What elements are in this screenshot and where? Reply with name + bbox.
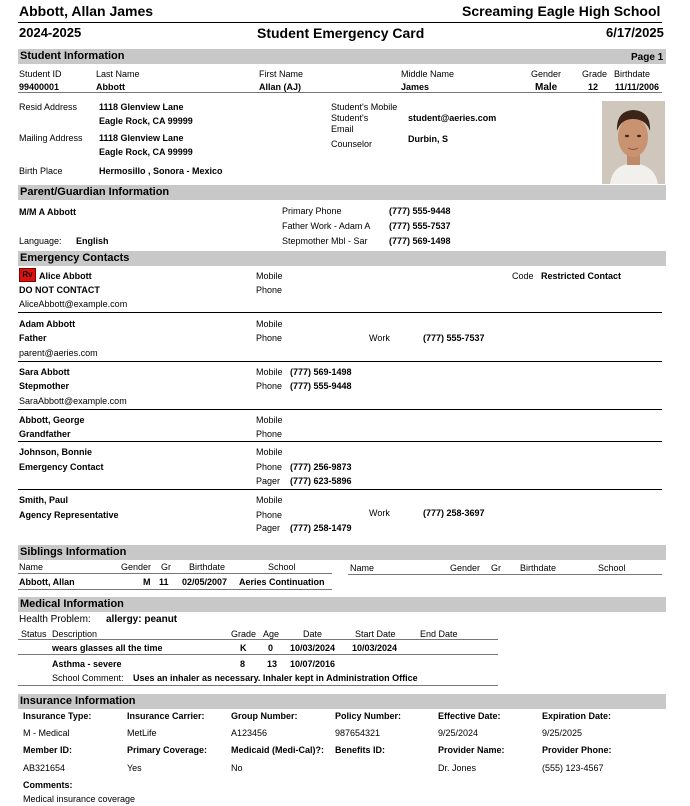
contact-1-code-label: Code xyxy=(512,271,534,281)
medical-row-2-age: 13 xyxy=(267,659,278,669)
siblings-header: Siblings Information xyxy=(18,545,666,560)
contact-3-relationship: Stepmother xyxy=(19,381,70,391)
parent-phone-label-1: Primary Phone xyxy=(282,206,342,216)
medical-row-1-grade: K xyxy=(240,643,247,653)
provider-name-label: Provider Name: xyxy=(438,745,505,755)
birth-place: Hermosillo , Sonora - Mexico xyxy=(99,166,223,176)
contact-5-pager-label: Pager xyxy=(256,476,281,486)
member-id: AB321654 xyxy=(23,763,66,773)
effective-date-label: Effective Date: xyxy=(438,711,501,721)
medical-row-1-date: 10/03/2024 xyxy=(290,643,336,653)
contact-1-code: Restricted Contact xyxy=(541,271,622,281)
sibling-school-header-2: School xyxy=(598,563,626,573)
contact-5-phone-label: Phone xyxy=(256,462,283,472)
medical-description-header: Description xyxy=(52,629,98,639)
contact-6-work: (777) 258-3697 xyxy=(423,508,485,518)
sibling-name-header-2: Name xyxy=(350,563,375,573)
contact-2-mobile-label: Mobile xyxy=(256,319,283,329)
contact-5-relationship: Emergency Contact xyxy=(19,462,104,472)
medical-status-header: Status xyxy=(21,629,47,639)
sibling-grade: 11 xyxy=(159,577,169,587)
insurance-carrier: MetLife xyxy=(127,728,157,738)
sibling-birthdate-header-2: Birthdate xyxy=(520,563,557,573)
contact-5-mobile-label: Mobile xyxy=(256,447,283,457)
contact-6-work-label: Work xyxy=(369,508,390,518)
page-number: Page 1 xyxy=(631,52,664,63)
resid-address-label: Resid Address xyxy=(19,102,78,112)
first-name: Allan (AJ) xyxy=(259,82,302,92)
gender-label: Gender xyxy=(531,69,562,79)
benefits-id-label: Benefits ID: xyxy=(335,745,386,755)
contact-1-mobile-label: Mobile xyxy=(256,271,283,281)
contact-2-phone-label: Phone xyxy=(256,333,283,343)
sibling-gr-header: Gr xyxy=(161,562,171,572)
sibling-birthdate: 02/05/2007 xyxy=(182,577,228,587)
student-id-label: Student ID xyxy=(19,69,62,79)
group-number-label: Group Number: xyxy=(231,711,298,721)
contact-6-phone-label: Phone xyxy=(256,510,283,520)
provider-phone: (555) 123-4567 xyxy=(542,763,604,773)
resid-address-line2: Eagle Rock, CA 99999 xyxy=(99,116,193,126)
parent-info-header: Parent/Guardian Information xyxy=(18,185,666,200)
sibling-school: Aeries Continuation xyxy=(239,577,325,587)
sibling-gender: M xyxy=(143,577,151,587)
student-id: 99400001 xyxy=(19,82,60,92)
expiration-date: 9/25/2025 xyxy=(542,728,583,738)
sibling-birthdate-header: Birthdate xyxy=(189,562,226,572)
medical-date-header: Date xyxy=(303,629,323,639)
contact-6-mobile-label: Mobile xyxy=(256,495,283,505)
medical-grade-header: Grade xyxy=(231,629,257,639)
medical-header: Medical Information xyxy=(18,597,666,612)
restricted-contact-icon: Rv xyxy=(19,268,36,282)
card-title: Student Emergency Card xyxy=(257,25,425,41)
contact-6-pager-label: Pager xyxy=(256,523,281,533)
sibling-school-header: School xyxy=(268,562,296,572)
contact-5-name: Johnson, Bonnie xyxy=(19,447,92,457)
insurance-comments: Medical insurance coverage xyxy=(23,794,136,804)
medical-row-1-desc: wears glasses all the time xyxy=(52,643,163,653)
parent-phone-label-3: Stepmother Mbl - Sar xyxy=(282,236,368,246)
first-name-label: First Name xyxy=(259,69,304,79)
school-comment: Uses an inhaler as necessary. Inhaler kept in Administration Office xyxy=(133,673,418,683)
mailing-address-label: Mailing Address xyxy=(19,133,83,143)
student-mobile-label: Student's Mobile xyxy=(331,102,398,112)
contact-2-work-label: Work xyxy=(369,333,390,343)
medical-start-header: Start Date xyxy=(355,629,396,639)
parent-phone-value-3: (777) 569-1498 xyxy=(389,236,451,246)
student-photo xyxy=(602,101,665,184)
student-email-label-2: Email xyxy=(331,124,354,134)
contact-6-relationship: Agency Representative xyxy=(19,510,119,520)
provider-name: Dr. Jones xyxy=(438,763,477,773)
provider-phone-label: Provider Phone: xyxy=(542,745,612,755)
mailing-address-line2: Eagle Rock, CA 99999 xyxy=(99,147,193,157)
sibling-gr-header-2: Gr xyxy=(491,563,501,573)
medical-row-2-desc: Asthma - severe xyxy=(52,659,122,669)
primary-coverage: Yes xyxy=(127,763,142,773)
counselor: Durbin, S xyxy=(408,134,448,144)
gender: Male xyxy=(535,82,558,93)
member-id-label: Member ID: xyxy=(23,745,73,755)
language: English xyxy=(76,236,109,246)
school-year: 2024-2025 xyxy=(19,25,82,40)
contact-5-phone: (777) 256-9873 xyxy=(290,462,352,472)
health-problem: allergy: peanut xyxy=(106,614,178,625)
contact-3-name: Sara Abbott xyxy=(19,367,70,377)
birthdate: 11/11/2006 xyxy=(615,82,660,92)
comments-label: Comments: xyxy=(23,780,73,790)
sibling-gender-header: Gender xyxy=(121,562,152,572)
contact-3-mobile-label: Mobile xyxy=(256,367,283,377)
resid-address-line1: 1118 Glenview Lane xyxy=(99,102,184,112)
insurance-type: M - Medical xyxy=(23,728,70,738)
student-info-header: Student Information xyxy=(18,49,666,64)
sibling-gender-header-2: Gender xyxy=(450,563,481,573)
expiration-date-label: Expiration Date: xyxy=(542,711,612,721)
primary-coverage-label: Primary Coverage: xyxy=(127,745,208,755)
parent-phone-value-2: (777) 555-7537 xyxy=(389,221,451,231)
student-email: student@aeries.com xyxy=(408,113,497,123)
effective-date: 9/25/2024 xyxy=(438,728,479,738)
medical-row-2-date: 10/07/2016 xyxy=(290,659,336,669)
sibling-name-header: Name xyxy=(19,562,44,572)
contact-3-phone-label: Phone xyxy=(256,381,283,391)
contact-3-phone: (777) 555-9448 xyxy=(290,381,352,391)
counselor-label: Counselor xyxy=(331,139,373,149)
contact-6-pager: (777) 258-1479 xyxy=(290,523,352,533)
school-name: Screaming Eagle High School xyxy=(462,3,661,19)
contact-5-pager: (777) 623-5896 xyxy=(290,476,352,486)
medicaid: No xyxy=(231,763,243,773)
emergency-contacts-header: Emergency Contacts xyxy=(18,251,666,266)
parent-name: M/M A Abbott xyxy=(19,207,76,217)
contact-1-name: Alice Abbott xyxy=(39,271,92,281)
contact-2-relationship: Father xyxy=(19,333,47,343)
school-comment-label: School Comment: xyxy=(52,673,124,683)
medical-row-1-start: 10/03/2024 xyxy=(352,643,398,653)
group-number: A123456 xyxy=(231,728,268,738)
contact-2-name: Adam Abbott xyxy=(19,319,76,329)
birth-place-label: Birth Place xyxy=(19,166,63,176)
medical-end-header: End Date xyxy=(420,629,458,639)
contact-4-mobile-label: Mobile xyxy=(256,415,283,425)
grade-label: Grade xyxy=(582,69,608,79)
middle-name: James xyxy=(401,82,430,92)
parent-phone-value-1: (777) 555-9448 xyxy=(389,206,451,216)
student-email-label-1: Student's xyxy=(331,113,369,123)
medical-row-2-grade: 8 xyxy=(240,659,246,669)
contact-3-mobile: (777) 569-1498 xyxy=(290,367,352,377)
last-name: Abbott xyxy=(96,82,125,92)
birthdate-label: Birthdate xyxy=(614,69,651,79)
policy-number: 987654321 xyxy=(335,728,381,738)
contact-2-work: (777) 555-7537 xyxy=(423,333,485,343)
contact-2-email: parent@aeries.com xyxy=(19,348,98,358)
contact-3-email: SaraAbbott@example.com xyxy=(19,396,127,406)
contact-1-relationship: DO NOT CONTACT xyxy=(19,285,100,295)
insurance-carrier-label: Insurance Carrier: xyxy=(127,711,205,721)
contact-1-phone-label: Phone xyxy=(256,285,283,295)
contact-1-email: AliceAbbott@example.com xyxy=(19,299,128,309)
last-name-label: Last Name xyxy=(96,69,140,79)
medical-row-1-age: 0 xyxy=(268,643,274,653)
contact-4-phone-label: Phone xyxy=(256,429,283,439)
policy-number-label: Policy Number: xyxy=(335,711,402,721)
medicaid-label: Medicaid (Medi-Cal)?: xyxy=(231,745,325,755)
contact-4-relationship: Grandfather xyxy=(19,429,71,439)
middle-name-label: Middle Name xyxy=(401,69,455,79)
contact-6-name: Smith, Paul xyxy=(19,495,69,505)
student-name-title: Abbott, Allan James xyxy=(19,3,154,19)
contact-4-name: Abbott, George xyxy=(19,415,85,425)
insurance-header: Insurance Information xyxy=(18,694,666,709)
medical-age-header: Age xyxy=(263,629,280,639)
language-label: Language: xyxy=(19,236,62,246)
parent-phone-label-2: Father Work - Adam A xyxy=(282,221,371,231)
mailing-address-line1: 1118 Glenview Lane xyxy=(99,133,184,143)
sibling-name: Abbott, Allan xyxy=(19,577,75,587)
grade: 12 xyxy=(588,82,599,92)
health-problem-label: Health Problem: xyxy=(19,614,91,625)
insurance-type-label: Insurance Type: xyxy=(23,711,92,721)
print-date: 6/17/2025 xyxy=(606,25,664,40)
